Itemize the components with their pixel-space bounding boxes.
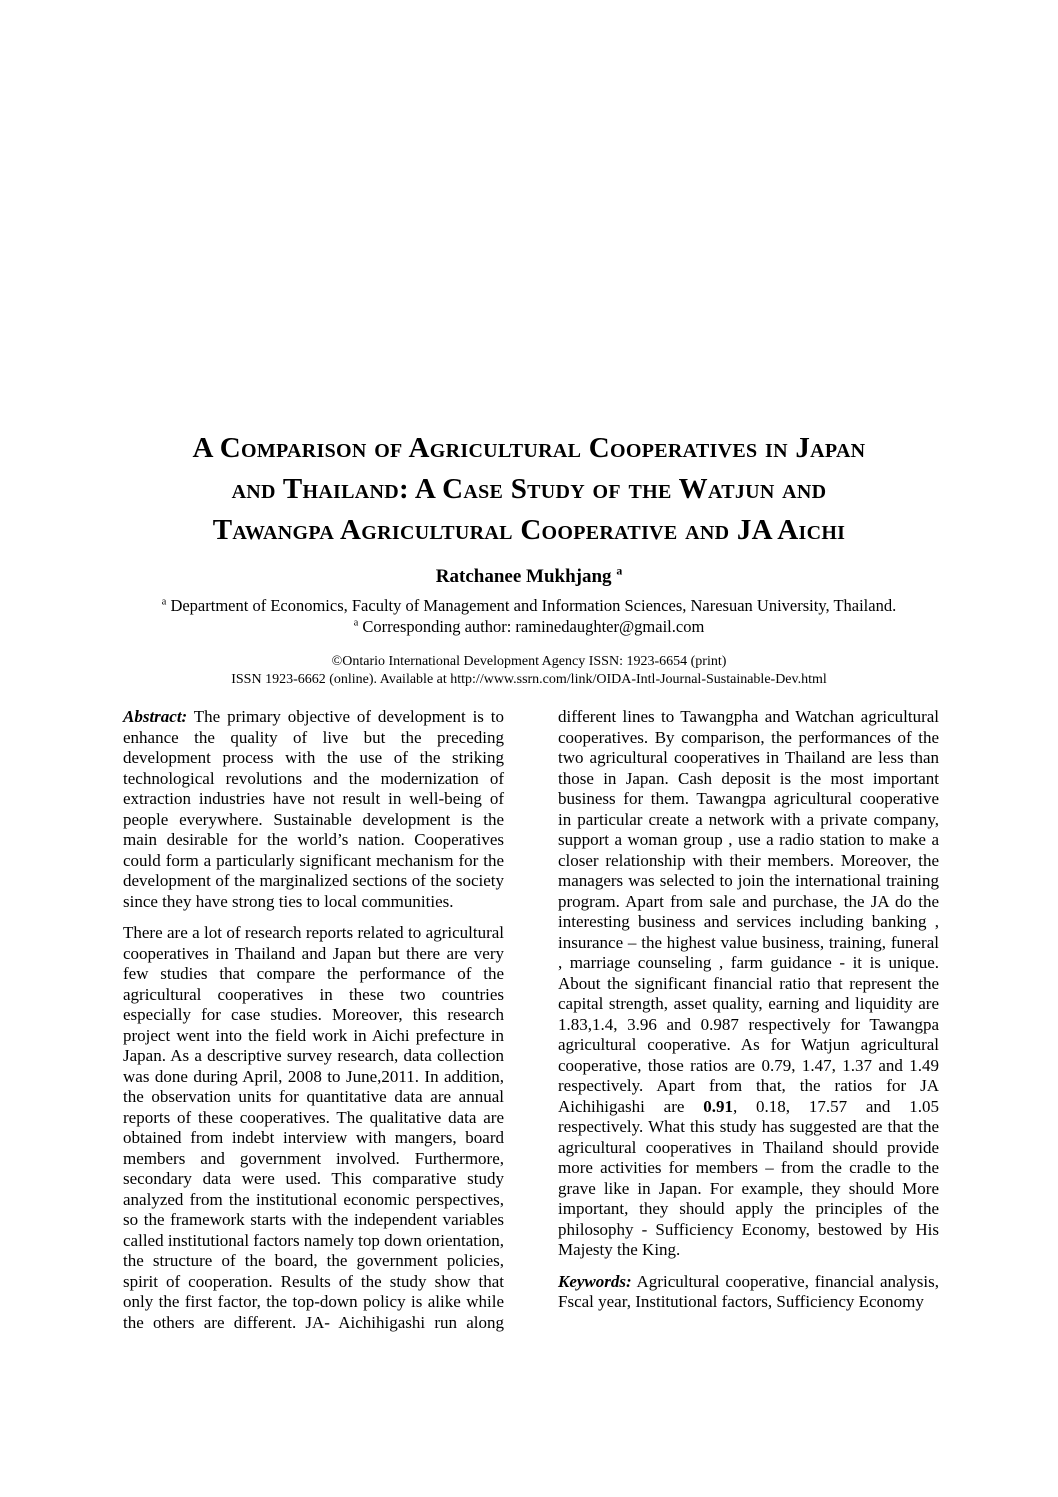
publisher-issn-line: ISSN 1923-6662 (online). Available at http://www.ssrn.com/link/OIDA-Intl-Journal-Sustainable-Dev.html xyxy=(231,672,827,687)
affiliation-block xyxy=(0,595,1058,637)
paper-title-line-1: A Comparison of Agricultural Cooperatives in Japan xyxy=(192,432,866,464)
corresponding-note-mark: a xyxy=(353,617,359,629)
author-affiliation xyxy=(0,595,1058,616)
affiliation-text: Department of Economics, Faculty of Management and Information Sciences, Naresuan University, Thailand. xyxy=(166,596,897,615)
abstract-paragraph-3 xyxy=(558,707,939,1261)
author-name xyxy=(0,566,1058,588)
corresponding-text: Corresponding author: raminedaughter@gmail.com xyxy=(358,617,705,636)
author-note-mark: a xyxy=(616,564,623,578)
abstract-paragraph-3-text-a: different lines to Tawangpha and Watchan agricultural cooperatives. By comparison, the performances of the two agricultural cooperatives in Thailand are less than those in Japan. Cash deposit is the most important business for them. Tawangpa agricultural cooperative in particular create a network with a private company, support a woman group , use a radio station to make a closer relationship with their members. Moreover, the managers was selected to join the international training program. Apart from sale and purchase, the JA do the interesting business and services including banking , insurance – the highest value business, training, funeral , marriage counseling , farm guidance - it is unique. About the significant financial ratio that represent the capital strength, asset quality, earning and liquidity are 1.83,1.4, 3.96 and 0.987 respectively for Tawangpa agricultural cooperative. As for Watjun agricultural cooperative, those ratios are 0.79, 1.47, 1.37 and 1.49 respectively. Apart from that, the ratios for JA Aichihigashi are xyxy=(558,707,939,1116)
abstract-paragraph-3-text-b: , 0.18, 17.57 and 1.05 respectively. What this study has suggested are that the agricultural cooperatives in Thailand should provide more activities for members – from the cradle to the grave like in Japan. For example, they should More important, they should apply the principles of the philosophy - Sufficiency Economy, bestowed by His Majesty the King. xyxy=(558,1096,939,1259)
abstract-paragraph-2: There are a lot of research reports related to agricultural cooperatives in Thailand and Japan but there are very few studies that compare the performance of the agricultural cooperatives in these two countries especially for case studies. Moreover, this research project went into the field work in Aichi prefecture in Japan. As a descriptive survey research, data collection was done during April, 2008 to June,2011. In addition, the observation units for quantitative data are annual reports of these cooperatives. The qualitative data are obtained from indebt interview with mangers, board members and government involved. Furthermore, secondary data were used. This comparative study analyzed from the institutional economic perspectives, so the framework starts with the independent variables called institutional factors namely top down orientation, the structure of the board, the government policies, spirit of cooperation. Results of the study show that only the first factor, the top-down policy is alike while the others are different. JA- Aichihigashi run along xyxy=(123,923,504,1332)
left-column xyxy=(123,707,504,1333)
author-name-text: Ratchanee Mukhjang xyxy=(435,566,612,587)
paper-title-line-3: Tawangpa Agricultural Cooperative and JA Aichi xyxy=(212,514,846,546)
paper-title xyxy=(0,428,1058,551)
publisher-copyright-line: ©Ontario International Development Agency ISSN: 1923-6654 (print) xyxy=(331,654,727,669)
abstract-bold-ratio-value: 0.91 xyxy=(703,1096,733,1116)
abstract-paragraph-1-text: The primary objective of development is to enhance the quality of live but the preceding development process with the use of the striking technological revolutions and the modernization of extraction industries have not result in well-being of people everywhere. Sustainable development is the main desirable for the world’s nation. Cooperatives could form a particularly significant mechanism for the development of the marginalized sections of the society since they have strong ties to local communities. xyxy=(123,707,505,911)
keywords-paragraph xyxy=(558,1272,939,1313)
abstract-label: Abstract: xyxy=(123,707,188,726)
abstract-columns xyxy=(123,707,939,1333)
abstract-paragraph-1 xyxy=(123,707,504,912)
paper-header xyxy=(0,0,1058,689)
corresponding-author xyxy=(0,616,1058,637)
right-column xyxy=(558,707,939,1333)
publisher-info xyxy=(0,653,1058,689)
keywords-label: Keywords: xyxy=(558,1271,632,1291)
affiliation-note-mark: a xyxy=(161,596,167,608)
paper-title-line-2: and Thailand: A Case Study of the Watjun and xyxy=(231,473,827,505)
keywords-text: Agricultural cooperative, financial analysis, Fscal year, Institutional factors, Sufficiency Economy xyxy=(558,1271,940,1311)
